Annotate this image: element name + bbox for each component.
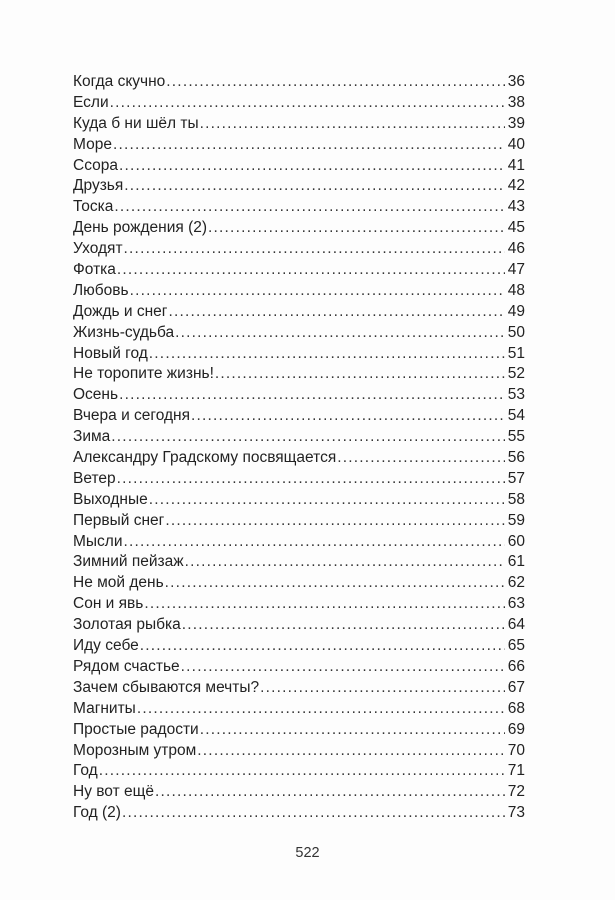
toc-entry (73, 803, 525, 824)
toc-entry-page: 53 (507, 386, 525, 404)
toc-entry-page: 43 (507, 198, 525, 216)
dot-leader (155, 782, 505, 803)
dot-leader (149, 344, 505, 365)
dot-leader (200, 114, 505, 135)
toc-entry-page: 50 (507, 323, 525, 341)
toc-entry-title: Год (2) (73, 804, 121, 822)
toc-entry-page: 64 (507, 616, 525, 634)
toc-entry-page: 61 (507, 553, 525, 571)
toc-entry-title: Ветер (73, 469, 116, 487)
toc-entry (73, 176, 525, 197)
toc-entry-title: Море (73, 135, 112, 153)
table-of-contents (73, 72, 525, 824)
toc-entry-title: Магниты (73, 699, 136, 717)
dot-leader (124, 532, 505, 553)
toc-entry (73, 657, 525, 678)
toc-entry-page: 60 (507, 532, 525, 550)
toc-entry (73, 490, 525, 511)
dot-leader (117, 469, 505, 490)
toc-entry-title: Уходят (73, 240, 123, 258)
toc-entry-page: 36 (507, 73, 525, 90)
toc-entry-page: 73 (507, 804, 525, 822)
dot-leader (185, 552, 505, 573)
toc-entry (73, 302, 525, 323)
toc-entry (73, 406, 525, 427)
toc-entry-title: Золотая рыбка (73, 616, 181, 634)
dot-leader (137, 699, 505, 720)
dot-leader (208, 218, 505, 239)
toc-entry (73, 260, 525, 281)
toc-entry (73, 93, 525, 114)
dot-leader (166, 72, 505, 93)
toc-entry-title: Осень (73, 386, 119, 404)
toc-entry-page: 41 (507, 156, 525, 174)
toc-entry-title: Ссора (73, 156, 118, 174)
dot-leader (215, 364, 505, 385)
toc-entry-title: Рядом счастье (73, 657, 180, 675)
toc-entry (73, 385, 525, 406)
toc-entry-page: 56 (507, 449, 525, 467)
toc-entry-page: 55 (507, 428, 525, 446)
toc-entry-title: Мысли (73, 532, 123, 550)
toc-entry (73, 782, 525, 803)
toc-entry-page: 69 (507, 720, 525, 738)
toc-entry (73, 761, 525, 782)
toc-entry-page: 42 (507, 177, 525, 195)
toc-entry (73, 678, 525, 699)
toc-entry-page: 52 (507, 365, 525, 383)
dot-leader (168, 302, 505, 323)
toc-entry-page: 46 (507, 240, 525, 258)
toc-entry-page: 70 (507, 741, 525, 759)
toc-entry (73, 218, 525, 239)
dot-leader (130, 281, 505, 302)
toc-entry (73, 699, 525, 720)
dot-leader (191, 406, 505, 427)
toc-entry-page: 57 (507, 469, 525, 487)
dot-leader (117, 260, 505, 281)
dot-leader (110, 93, 505, 114)
toc-entry-title: Не мой день (73, 574, 164, 592)
toc-entry (73, 594, 525, 615)
toc-entry-title: Сон и явь (73, 595, 144, 613)
toc-entry-title: Александру Градскому посвящается (73, 449, 337, 467)
toc-entry (73, 135, 525, 156)
dot-leader (200, 720, 505, 741)
dot-leader (122, 803, 505, 824)
toc-entry-page: 66 (507, 657, 525, 675)
dot-leader (337, 448, 505, 469)
toc-entry-title: Куда б ни шёл ты (73, 114, 199, 132)
toc-entry (73, 427, 525, 448)
toc-entry (73, 281, 525, 302)
toc-entry-page: 71 (507, 762, 525, 780)
toc-entry (73, 511, 525, 532)
toc-entry-title: Когда скучно (73, 73, 166, 90)
toc-entry (73, 114, 525, 135)
toc-entry-page: 65 (507, 637, 525, 655)
toc-entry (73, 469, 525, 490)
dot-leader (144, 594, 505, 615)
toc-entry (73, 448, 525, 469)
toc-entry (73, 532, 525, 553)
toc-entry-page: 45 (507, 219, 525, 237)
dot-leader (119, 156, 505, 177)
toc-entry (73, 364, 525, 385)
dot-leader (140, 636, 505, 657)
toc-entry-title: Ну вот ещё (73, 783, 154, 801)
toc-entry-title: Если (73, 93, 109, 111)
toc-entry-title: Зимний пейзаж (73, 553, 184, 571)
toc-entry-page: 67 (507, 678, 525, 696)
toc-entry (73, 197, 525, 218)
toc-entry (73, 156, 525, 177)
toc-entry-page: 40 (507, 135, 525, 153)
toc-entry-title: Год (73, 762, 98, 780)
toc-entry-page: 38 (507, 93, 525, 111)
dot-leader (119, 385, 505, 406)
toc-entry-title: Морозным утром (73, 741, 197, 759)
toc-entry-page: 63 (507, 595, 525, 613)
toc-entry (73, 615, 525, 636)
dot-leader (197, 741, 505, 762)
dot-leader (99, 761, 505, 782)
toc-entry-title: Иду себе (73, 637, 139, 655)
dot-leader (260, 678, 505, 699)
toc-entry-title: Не торопите жизнь! (73, 365, 214, 383)
dot-leader (165, 573, 505, 594)
toc-entry-title: Тоска (73, 198, 114, 216)
dot-leader (124, 239, 505, 260)
toc-entry-title: Дождь и снег (73, 302, 168, 320)
toc-entry-title: Жизнь-судьба (73, 323, 175, 341)
toc-entry-title: Друзья (73, 177, 124, 195)
toc-entry-title: Зима (73, 428, 111, 446)
toc-entry (73, 636, 525, 657)
toc-entry-page: 62 (507, 574, 525, 592)
toc-entry-page: 49 (507, 302, 525, 320)
toc-entry-title: День рождения (2) (73, 219, 208, 237)
page-number: 522 (295, 845, 320, 861)
toc-entry (73, 344, 525, 365)
dot-leader (113, 135, 505, 156)
toc-entry-page: 54 (507, 407, 525, 425)
toc-entry-page: 58 (507, 490, 525, 508)
toc-entry-page: 47 (507, 261, 525, 279)
toc-entry-title: Вчера и сегодня (73, 407, 190, 425)
dot-leader (114, 197, 505, 218)
dot-leader (165, 511, 505, 532)
toc-entry-title: Выходные (73, 490, 148, 508)
toc-entry-page: 59 (507, 511, 525, 529)
toc-entry-title: Любовь (73, 281, 129, 299)
toc-entry (73, 573, 525, 594)
toc-entry-page: 48 (507, 281, 525, 299)
dot-leader (124, 176, 505, 197)
toc-entry-title: Простые радости (73, 720, 199, 738)
toc-entry (73, 552, 525, 573)
toc-entry (73, 323, 525, 344)
toc-entry (73, 741, 525, 762)
toc-entry-page: 68 (507, 699, 525, 717)
dot-leader (182, 615, 505, 636)
toc-entry (73, 72, 525, 93)
toc-entry-page: 51 (507, 344, 525, 362)
toc-entry-page: 39 (507, 114, 525, 132)
toc-entry-page: 72 (507, 783, 525, 801)
toc-entry-title: Фотка (73, 261, 116, 279)
toc-entry (73, 239, 525, 260)
toc-entry-title: Первый снег (73, 511, 165, 529)
toc-entry-title: Зачем сбываются мечты? (73, 678, 260, 696)
dot-leader (181, 657, 505, 678)
dot-leader (111, 427, 505, 448)
toc-entry (73, 720, 525, 741)
dot-leader (149, 490, 505, 511)
toc-entry-title: Новый год (73, 344, 148, 362)
dot-leader (175, 323, 505, 344)
